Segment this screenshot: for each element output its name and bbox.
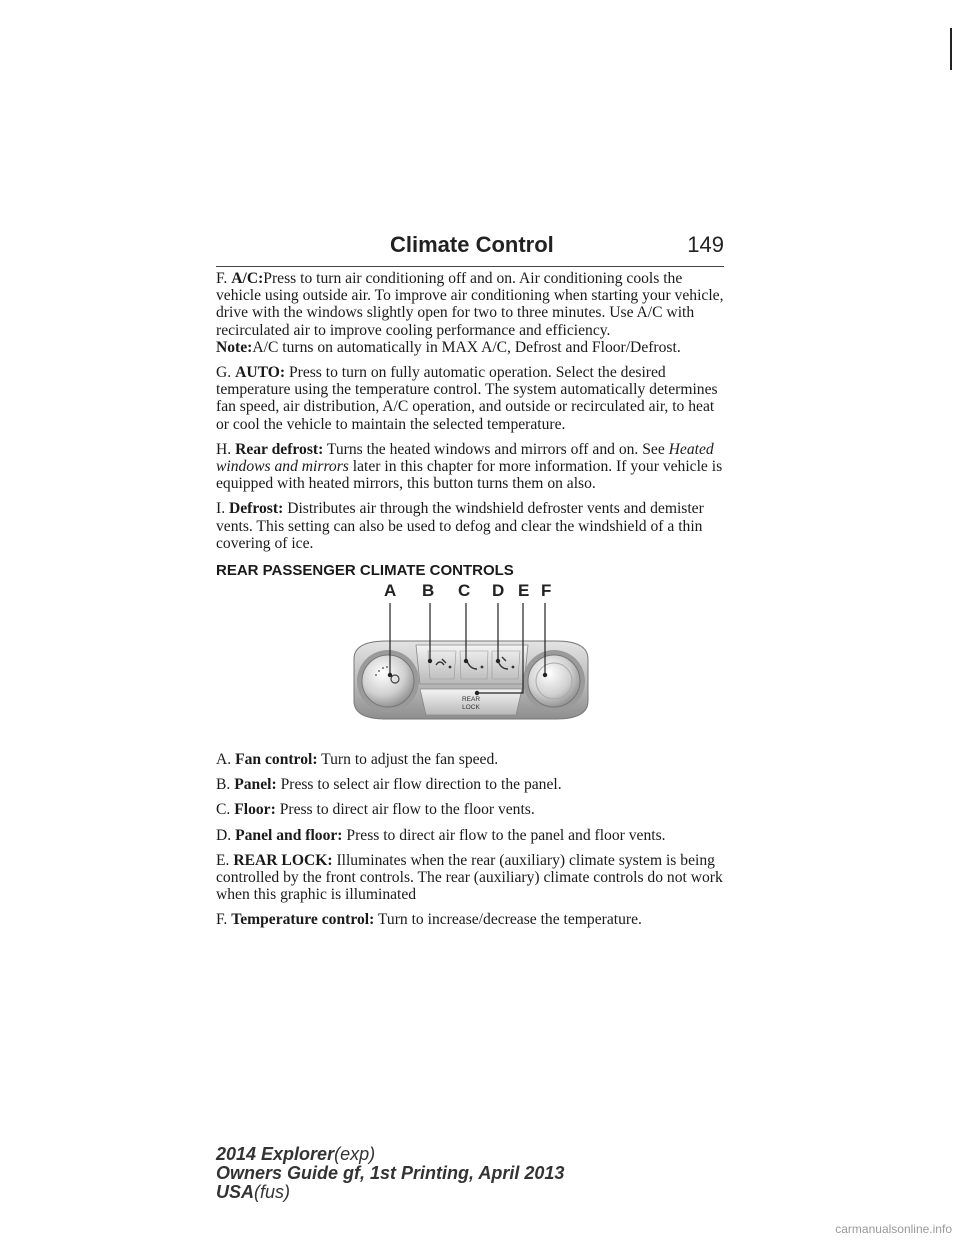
callout-label-d: D (492, 581, 505, 601)
term: A/C: (231, 270, 264, 287)
item-a-fan-control: A. Fan control: Turn to adjust the fan speed. (216, 751, 499, 769)
description: Press to turn air conditioning off and on. Air conditioning cools the vehicle using outside air. To improve air conditioning when starting your vehicle, drive with the windows slightly open for two to three minutes. Use A/C with recirculated air to improve cooling performance and efficiency. (216, 270, 724, 339)
item-f-ac: F. A/C:Press to turn air conditioning off and on. Air conditioning cools the vehicle using outside air. To improve air conditioning when starting your vehicle, drive with the windows slightly open for two to three minutes. Use A/C with recirculated air to improve cooling performance and efficiency. (216, 270, 724, 339)
item-h-rear-defrost: H. Rear defrost: Turns the heated windows and mirrors off and on. See Heated windows and mirrors later in this chapter for more information. If your vehicle is equipped with heated mirrors, this button turns them on also. (216, 440, 723, 493)
description: Illuminates when the rear (auxiliary) climate system is being controlled by the front controls. The rear (auxiliary) climate controls do not work when this graphic is illuminated (216, 851, 723, 904)
item-b-panel: B. Panel: Press to select air flow direction to the panel. (216, 776, 562, 794)
cross-reference: Heated windows and mirrors (216, 440, 714, 476)
item-d-panel-and-floor: D. Panel and floor: Press to direct air flow to the panel and floor vents. (216, 826, 666, 844)
temperature-control-knob[interactable] (523, 650, 585, 712)
term: Panel: (234, 776, 277, 794)
term: AUTO: (235, 364, 286, 382)
crop-mark (950, 28, 952, 70)
note (216, 339, 724, 356)
page-header (216, 232, 724, 267)
callout-label-b: B (422, 581, 435, 601)
term: Fan control: (235, 751, 318, 769)
term: Defrost: (229, 500, 284, 518)
page-footer (216, 1145, 564, 1202)
rear-lock-text-lock: LOCK (462, 704, 480, 712)
rear-climate-control-figure (216, 581, 724, 741)
page-number: 149 (687, 232, 724, 257)
description: Turn to increase/decrease the temperature. (377, 911, 642, 929)
term: Floor: (234, 801, 276, 819)
callout-label-a: A (384, 581, 397, 601)
control-panel-illustration (346, 581, 596, 741)
footer-line-2: Owners Guide gf, 1st Printing, April 2013 (216, 1163, 565, 1183)
footer-line-3: USA(fus) (216, 1182, 291, 1202)
description: Distributes air through the windshield defroster vents and demister vents. This setting can also be used to defog and clear the windshield of a thin covering of ice. (216, 500, 704, 552)
rear-lock-indicator (462, 696, 481, 711)
page-content (216, 270, 724, 937)
fan-control-knob[interactable] (357, 650, 419, 712)
callout-label-c: C (458, 581, 471, 601)
rear-lock-text-rear: REAR (461, 696, 481, 704)
description: Turns the heated windows and mirrors off and on. (326, 440, 639, 458)
item-c-floor: C. Floor: Press to direct air flow to the floor vents. (216, 801, 535, 819)
description: Turn to adjust the fan speed. (321, 751, 499, 769)
description: Press to turn on fully automatic operation. Select the desired temperature using the temperature control. The system automatically determines fan speed, air distribution, A/C operation, and outside or recirculated air, to heat or cool the vehicle to maintain the selected temperature. (216, 364, 718, 433)
callout-label-f: F (541, 581, 552, 601)
term: REAR LOCK: (233, 851, 333, 869)
chapter-title: Climate Control (390, 232, 554, 257)
note-text: A/C turns on automatically in MAX A/C, Defrost and Floor/Defrost. (252, 338, 681, 356)
term: Rear defrost: (235, 440, 324, 458)
item-i-defrost: I. Defrost: Distributes air through the windshield defroster vents and demister vents. This setting can also be used to defog and clear the windshield of a thin covering of ice. (216, 500, 704, 552)
section-title: REAR PASSENGER CLIMATE CONTROLS (216, 562, 514, 580)
note-label: Note: (216, 338, 253, 356)
description: Press to direct air flow to the floor vents. (279, 801, 535, 819)
item-g-auto: G. AUTO: Press to turn on fully automatic operation. Select the desired temperature using the temperature control. The system automatically determines fan speed, air distribution, A/C operation, and outside or recirculated air, to heat or cool the vehicle to maintain the selected temperature. (216, 364, 718, 433)
description: Press to direct air flow to the panel and floor vents. (346, 826, 666, 844)
term: Panel and floor: (235, 826, 343, 844)
term: Temperature control: (231, 911, 375, 929)
callout-label-e: E (518, 581, 530, 601)
item-e-rear-lock: E. REAR LOCK: Illuminates when the rear (auxiliary) climate system is being controlled by the front controls. The rear (auxiliary) climate controls do not work when this graphic is illuminated (216, 851, 723, 904)
description: Press to select air flow direction to the panel. (280, 776, 562, 794)
footer-line-1: 2014 Explorer(exp) (216, 1144, 376, 1164)
item-f-temperature-control: F. Temperature control: Turn to increase/decrease the temperature. (216, 911, 642, 929)
watermark: carmanualsonline.info (835, 1222, 952, 1236)
